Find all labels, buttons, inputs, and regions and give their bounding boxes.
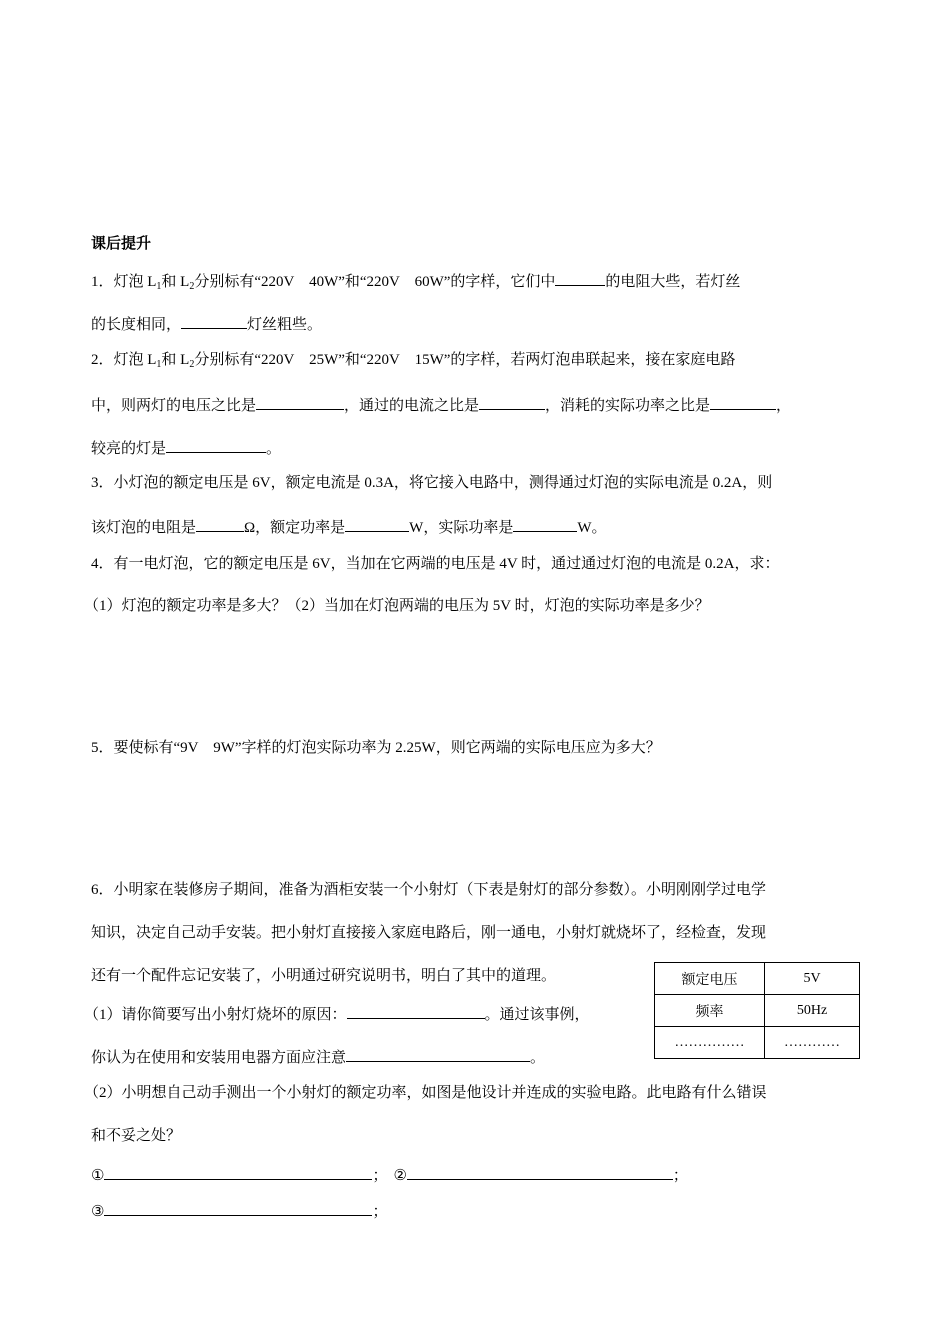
question-1-line-2 [91,313,322,335]
question-6-line-6: （2）小明想自己动手测出一个小射灯的额定功率，如图是他设计并连成的实验电路。此电路有什么错误 [84,1085,767,1101]
q2-text-c: 分别标有“220V 25W”和“220V 15W”的字样，若两灯泡串联起来，接在家庭电路 [194,352,736,368]
q2-line2-d: ， [776,398,792,414]
q6-answer-blank-reason[interactable] [347,1003,485,1019]
q1-answer-blank-2[interactable] [181,313,247,329]
question-6-line-2: 知识，决定自己动手安装。把小射灯直接接入家庭电路后，刚一通电，小射灯就烧坏了，经检查，发现 [91,925,767,941]
q2-line3-a: 较亮的灯是 [91,441,167,457]
table-row [655,995,860,1027]
q2-sub-2: 2 [189,359,195,370]
q1-text-d: 的电阻大些，若灯丝 [605,274,741,290]
q6-line5-a: 你认为在使用和安装用电器方面应注意 [91,1050,347,1066]
q2-sub-1: 1 [156,359,162,370]
q6-ans2-label: ② [393,1168,407,1184]
q1-line2-b: 灯丝粗些。 [247,317,323,333]
table-cell: ………… [765,1027,860,1059]
question-4-line-2: （1）灯泡的额定功率是多大？（2）当加在灯泡两端的电压为 5V 时，灯泡的实际功率是多少？ [84,598,710,614]
q3-line2-a: 该灯泡的电阻是 [91,520,197,536]
q6-answer-blank-3[interactable] [104,1200,372,1216]
q6-answer-blank-1[interactable] [104,1164,372,1180]
q1-text-a: 1．灯泡 L [91,274,157,290]
table-cell: …………… [655,1027,765,1059]
q2-answer-blank-4[interactable] [166,437,266,453]
question-4-line-1: 4．有一电灯泡，它的额定电压是 6V，当加在它两端的电压是 4V 时，通过通过灯泡的电流是 0.2A，求： [91,556,780,572]
q6-line4-b: 。通过该事例， [484,1007,590,1023]
question-2-line-3 [91,437,281,459]
q1-line2-a: 的长度相同， [91,317,182,333]
q2-answer-blank-1[interactable] [256,394,344,410]
q2-text-b: 和 L [161,352,190,368]
q1-text-c: 分别标有“220V 40W”和“220V 60W”的字样，它们中 [194,274,556,290]
q6-answer-blank-notice[interactable] [346,1046,530,1062]
q1-text-b: 和 L [161,274,190,290]
q2-answer-blank-3[interactable] [710,394,776,410]
question-5-line-1: 5．要使标有“9V 9W”字样的灯泡实际功率为 2.25W，则它两端的实际电压应为多大？ [91,740,661,756]
q2-line3-b: 。 [266,441,282,457]
table-cell: 频率 [655,995,765,1027]
q6-ans2-end: ； [672,1168,688,1184]
q6-line4-a: （1）请你简要写出小射灯烧坏的原因： [84,1007,347,1023]
question-6-answer-row-1 [91,1164,688,1186]
question-2-line-1 [91,350,735,370]
question-2-line-2 [91,394,791,416]
q6-answer-blank-2[interactable] [407,1164,673,1180]
q3-line2-c: W，实际功率是 [409,520,514,536]
section-title: 课后提升 [91,236,152,252]
question-6-line-4 [84,1003,590,1025]
q6-ans1-end: ； [372,1168,388,1184]
q6-ans3-label: ③ [91,1204,105,1220]
q3-line2-b: Ω，额定功率是 [244,520,346,536]
q1-sub-2: 2 [189,281,195,292]
q6-ans1-label: ① [91,1168,105,1184]
table-cell: 5V [765,963,860,995]
q2-text-a: 2．灯泡 L [91,352,157,368]
table-cell: 额定电压 [655,963,765,995]
table-row [655,1027,860,1059]
question-3-line-2 [91,516,607,538]
lamp-parameter-table [654,962,860,1059]
q6-ans3-end: ； [372,1204,388,1220]
q3-answer-blank-3[interactable] [513,516,577,532]
question-6-line-1: 6．小明家在装修房子期间，准备为酒柜安装一个小射灯（下表是射灯的部分参数）。小明刚刚学过电学 [91,882,767,898]
q2-line2-a: 中，则两灯的电压之比是 [91,398,257,414]
q3-answer-blank-2[interactable] [345,516,409,532]
q1-sub-1: 1 [156,281,162,292]
q2-answer-blank-2[interactable] [479,394,545,410]
question-6-line-3: 还有一个配件忘记安装了，小明通过研究说明书，明白了其中的道理。 [91,968,557,984]
table-row [655,963,860,995]
q6-line5-b: 。 [530,1050,546,1066]
q1-answer-blank-1[interactable] [555,270,605,286]
question-6-line-7: 和不妥之处？ [91,1128,182,1144]
q3-answer-blank-1[interactable] [196,516,244,532]
table-cell: 50Hz [765,995,860,1027]
question-6-line-5 [91,1046,545,1068]
q2-line2-c: ，消耗的实际功率之比是 [545,398,711,414]
question-1-line-1 [91,270,740,292]
question-6-answer-row-2 [91,1200,387,1222]
q3-line2-d: W。 [577,520,607,536]
question-3-line-1: 3．小灯泡的额定电压是 6V，额定电流是 0.3A，将它接入电路中，测得通过灯泡的实际电流是 0.2A，则 [91,475,773,491]
q2-line2-b: ，通过的电流之比是 [344,398,480,414]
